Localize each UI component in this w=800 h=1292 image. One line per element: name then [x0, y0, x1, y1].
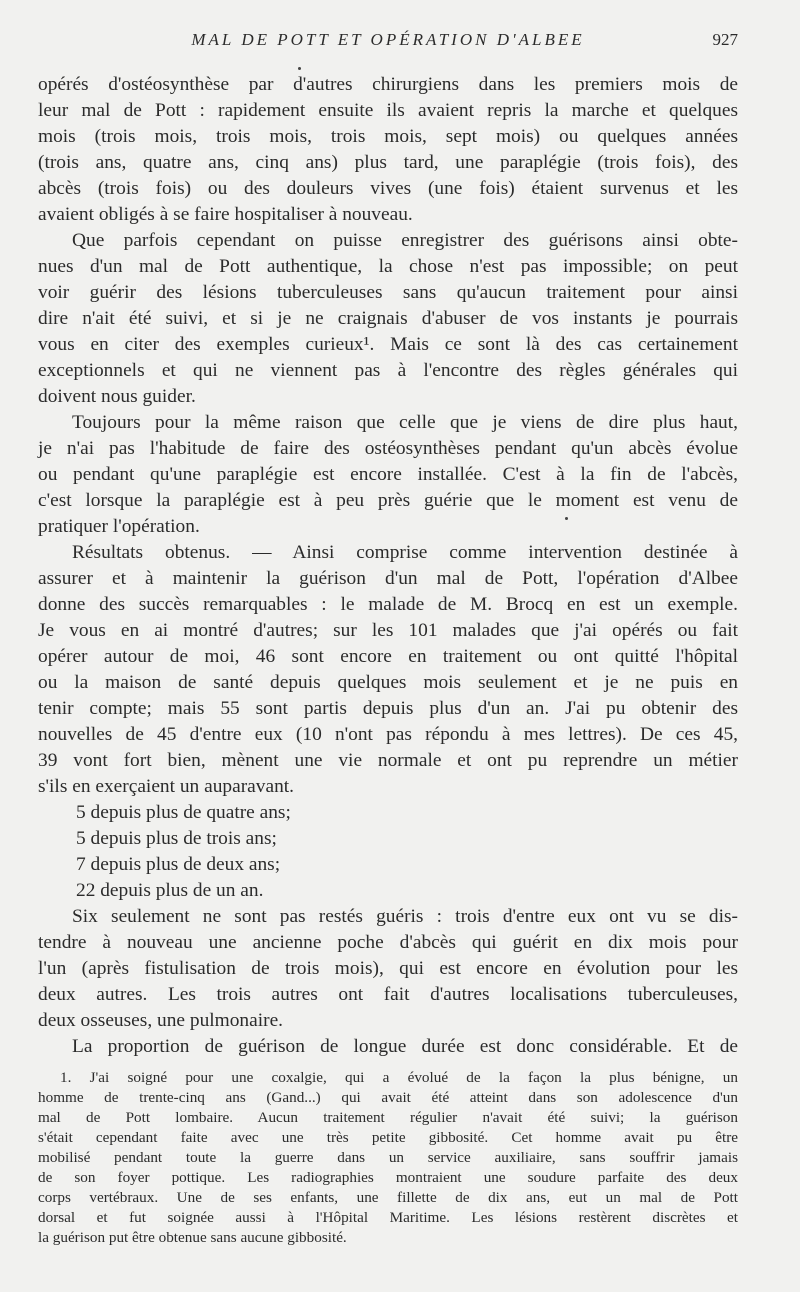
text-line: doivent nous guider.	[38, 386, 196, 407]
page-header	[38, 30, 738, 52]
text-line: tendre à nouveau une ancienne poche d'abcès qui guérit en dix mois pour	[38, 932, 738, 953]
text-line: nues d'un mal de Pott authentique, la chose n'est pas impossible; on peut	[38, 256, 738, 277]
text-line: Que parfois cependant on puisse enregistrer des guérisons ainsi obte-	[72, 230, 738, 251]
text-line: (trois ans, quatre ans, cinq ans) plus tard, une paraplégie (trois fois), des	[38, 152, 738, 173]
text-line: 7 depuis plus de deux ans;	[76, 854, 281, 875]
footnote-line: s'était cependant faite avec une très petite gibbosité. Cet homme avait pu être	[38, 1129, 738, 1146]
text-line: Je vous en ai montré d'autres; sur les 101 malades que j'ai opérés ou fait	[38, 620, 738, 641]
text-line: mois (trois mois, trois mois, trois mois, sept mois) ou quelques années	[38, 126, 738, 147]
text-line: Six seulement ne sont pas restés guéris : trois d'entre eux ont vu se dis-	[72, 906, 738, 927]
text-line: ou la maison de santé depuis quelques mois seulement et je ne puis en	[38, 672, 738, 693]
text-line: 22 depuis plus de un an.	[76, 880, 264, 901]
text-line: 39 vont fort bien, mènent une vie normale et ont pu reprendre un métier	[38, 750, 738, 771]
footnote-line: dorsal et fut soignée aussi à l'Hôpital Maritime. Les lésions restèrent discrètes et	[38, 1209, 738, 1226]
text-line: je n'ai pas l'habitude de faire des ostéosynthèses pendant qu'un abcès évolue	[38, 438, 738, 459]
text-line: avaient obligés à se faire hospitaliser à nouveau.	[38, 204, 413, 225]
footnote-line: homme de trente-cinq ans (Gand...) qui avait été atteint dans son adolescence d'un	[38, 1089, 738, 1106]
print-speck	[298, 67, 301, 70]
text-line: deux osseuses, une pulmonaire.	[38, 1010, 284, 1031]
text-line: exceptionnels et qui ne viennent pas à l'encontre des règles générales qui	[38, 360, 738, 381]
text-line: ou pendant qu'une paraplégie est encore installée. C'est à la fin de l'abcès,	[38, 464, 738, 485]
text-line: abcès (trois fois) ou des douleurs vives (une fois) étaient survenus et les	[38, 178, 738, 199]
text-line: pratiquer l'opération.	[38, 516, 200, 537]
footnotes	[38, 1068, 738, 1248]
footnote-line: mal de Pott lombaire. Aucun traitement régulier n'avait été suivi; la guérison	[38, 1109, 738, 1126]
text-line: leur mal de Pott : rapidement ensuite ils avaient repris la marche et quelques	[38, 100, 738, 121]
text-line: c'est lorsque la paraplégie est à peu près guérie que le moment est venu de	[38, 490, 738, 511]
text-line: s'ils en exerçaient un auparavant.	[38, 776, 294, 797]
text-line: donne des succès remarquables : le malade de M. Brocq en est un exemple.	[38, 594, 738, 615]
text-line: 5 depuis plus de quatre ans;	[76, 802, 291, 823]
running-title: MAL DE POTT ET OPÉRATION D'ALBEE	[191, 30, 585, 49]
print-speck	[565, 517, 568, 520]
footnote-line: 1. J'ai soigné pour une coxalgie, qui a évolué de la façon la plus bénigne, un	[60, 1069, 738, 1086]
text-line: opérés d'ostéosynthèse par d'autres chirurgiens dans les premiers mois de	[38, 74, 738, 95]
text-line: deux autres. Les trois autres ont fait d'autres localisations tuberculeuses,	[38, 984, 738, 1005]
text-line: l'un (après fistulisation de trois mois), qui est encore en évolution pour les	[38, 958, 738, 979]
footnote-line: corps vertébraux. Une de ses enfants, une fillette de dix ans, eut un mal de Pott	[38, 1189, 738, 1206]
text-line: tenir compte; mais 55 sont partis depuis plus d'un an. J'ai pu obtenir des	[38, 698, 738, 719]
text-line: assurer et à maintenir la guérison d'un mal de Pott, l'opération d'Albee	[38, 568, 738, 589]
text-line: Résultats obtenus. — Ainsi comprise comme intervention destinée à	[72, 542, 738, 563]
body-text	[38, 72, 738, 1060]
text-line: La proportion de guérison de longue durée est donc considérable. Et de	[72, 1036, 738, 1057]
text-line: opérer autour de moi, 46 sont encore en traitement ou ont quitté l'hôpital	[38, 646, 738, 667]
page-number: 927	[712, 30, 738, 49]
text-line: dire n'ait été suivi, et si je ne craignais d'abuser de vos instants je pourrais	[38, 308, 738, 329]
footnote-line: la guérison put être obtenue sans aucune gibbosité.	[38, 1229, 347, 1246]
footnote-line: de son foyer pottique. Les radiographies montraient une soudure parfaite des deux	[38, 1169, 738, 1186]
text-line: voir guérir des lésions tuberculeuses sans qu'aucun traitement pour ainsi	[38, 282, 738, 303]
text-line: nouvelles de 45 d'entre eux (10 n'ont pas répondu à mes lettres). De ces 45,	[38, 724, 738, 745]
text-line: Toujours pour la même raison que celle que je viens de dire plus haut,	[72, 412, 738, 433]
text-line: vous en citer des exemples curieux¹. Mais ce sont là des cas certainement	[38, 334, 738, 355]
text-line: 5 depuis plus de trois ans;	[76, 828, 277, 849]
footnote-line: mobilisé pendant toute la guerre dans un service auxiliaire, sans souffrir jamais	[38, 1149, 738, 1166]
